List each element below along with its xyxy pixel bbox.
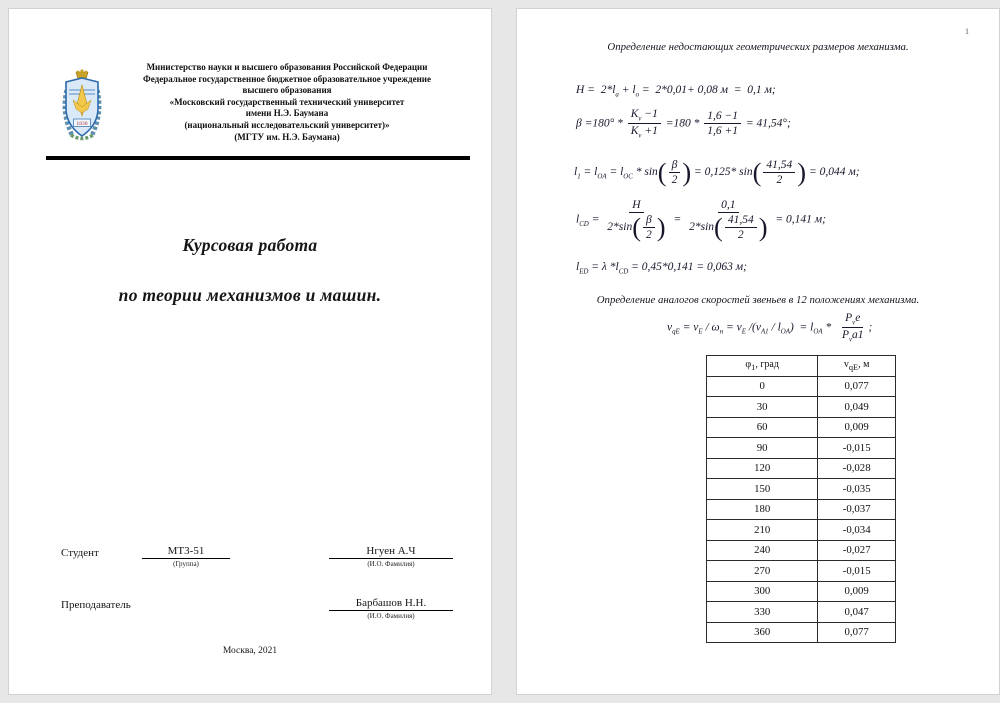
col-header-phi: $\varphi_1$, град (707, 356, 818, 377)
table-cell: 330 (707, 602, 818, 623)
geometry-section-heading: Определение недостающих геометрических размеров механизма. (607, 41, 909, 53)
formula-lED: $l_{ED} = \lambda$ $*l_{CD} = 0,45*0,141 = 0,063$ м; (576, 261, 747, 276)
formula-l1: $l_1 = l_{OA} = l_{OC} * \sin$( $\frac{\beta}{2}$ ) = 0,125* sin( $\frac{41,54}{2}$ ) = 0,044 м; (574, 157, 860, 188)
teacher-name-value: Барбашов Н.Н. (329, 597, 453, 611)
student-label: Студент (61, 547, 99, 559)
header-line: Министерство науки и высшего образования Российской Федерации (146, 62, 428, 72)
velocity-table (706, 355, 896, 643)
table-cell: 300 (707, 581, 818, 602)
group-caption: (Группа) (173, 560, 199, 568)
table-cell: 120 (707, 458, 818, 479)
table-cell: 0,049 (818, 397, 896, 418)
table-row (707, 622, 896, 643)
table-cell: 0,009 (818, 417, 896, 438)
table-cell: 150 (707, 479, 818, 500)
formula-H: $H = 2*l_а + l_о = 2*0,01+ 0,08$ м = 0,1 м; (576, 84, 776, 99)
table-cell: -0,015 (818, 561, 896, 582)
table-cell: -0,034 (818, 520, 896, 541)
logo-year: 1830 (76, 121, 88, 127)
teacher-name-field (329, 597, 453, 620)
table-row (707, 438, 896, 459)
teacher-name-caption: (И.О. Фамилия) (367, 612, 415, 620)
group-field (142, 545, 230, 568)
title-page (8, 8, 492, 695)
table-row (707, 602, 896, 623)
city-year-footer: Москва, 2021 (222, 646, 278, 656)
header-line: имени Н.Э. Баумана (245, 108, 329, 119)
header-line: (МГТУ им. Н.Э. Баумана) (234, 131, 340, 142)
student-name-caption: (И.О. Фамилия) (367, 560, 415, 568)
table-row (707, 581, 896, 602)
table-cell: 0,077 (818, 622, 896, 643)
header-line: высшего образования (242, 85, 332, 96)
table-row (707, 479, 896, 500)
university-header (97, 62, 477, 143)
formula-vqE: $v_{qE} = v_E / \omega_н = v_E$ $/(v_{A1} / l_{OA}) = l_{OA}$ * $\frac{P_ve}{P_va1}$ ; (667, 312, 873, 344)
velocity-section-heading: Определение аналогов скоростей звеньев в 12 положениях механизма. (596, 294, 920, 306)
table-cell: -0,037 (818, 499, 896, 520)
table-header-row (707, 356, 896, 377)
header-line: «Московский государственный технический университет (169, 96, 405, 107)
header-line: (национальный исследовательский университет)» (184, 119, 390, 130)
formula-lCD: $l_{CD}$ = H 2*sin( $\frac{\beta}{2}$ ) = 0,1 2*sin( $\frac{41,54}{2}$ ) = 0,141 м; (576, 199, 826, 243)
formula-beta: β =180° * $\frac{K_v -1}{K_v +1}$ =180 * $\frac{1,6 -1}{1,6 +1}$ = 41,54°; (576, 108, 791, 140)
table-row (707, 499, 896, 520)
table-cell: -0,015 (818, 438, 896, 459)
velocity-table-body (707, 376, 896, 643)
calculations-page (516, 8, 1000, 695)
coursework-title: Курсовая работа (182, 235, 318, 255)
table-row (707, 561, 896, 582)
table-cell: -0,035 (818, 479, 896, 500)
table-cell: 60 (707, 417, 818, 438)
teacher-label: Преподаватель (61, 599, 131, 611)
page-number: 1 (965, 27, 969, 36)
table-cell: 0,047 (818, 602, 896, 623)
table-cell: 90 (707, 438, 818, 459)
table-cell: 30 (707, 397, 818, 418)
table-cell: 0,009 (818, 581, 896, 602)
table-cell: 180 (707, 499, 818, 520)
table-row (707, 540, 896, 561)
student-name-value: Нгуен А.Ч (329, 545, 453, 559)
table-row (707, 397, 896, 418)
header-line: Федеральное государственное бюджетное образовательное учреждение (143, 73, 431, 84)
table-row (707, 417, 896, 438)
table-cell: 360 (707, 622, 818, 643)
col-header-vqe: $v_{qE}$, м (818, 356, 896, 377)
table-cell: 0,077 (818, 376, 896, 397)
table-cell: -0,028 (818, 458, 896, 479)
table-row (707, 458, 896, 479)
group-value: МТ3-51 (142, 545, 230, 559)
subject-title: по теории механизмов и машин. (118, 285, 382, 305)
table-cell: 270 (707, 561, 818, 582)
table-row (707, 376, 896, 397)
table-cell: -0,027 (818, 540, 896, 561)
table-cell: 0 (707, 376, 818, 397)
table-row (707, 520, 896, 541)
student-name-field (329, 545, 453, 568)
header-divider-rule (46, 156, 470, 160)
table-cell: 210 (707, 520, 818, 541)
table-cell: 240 (707, 540, 818, 561)
